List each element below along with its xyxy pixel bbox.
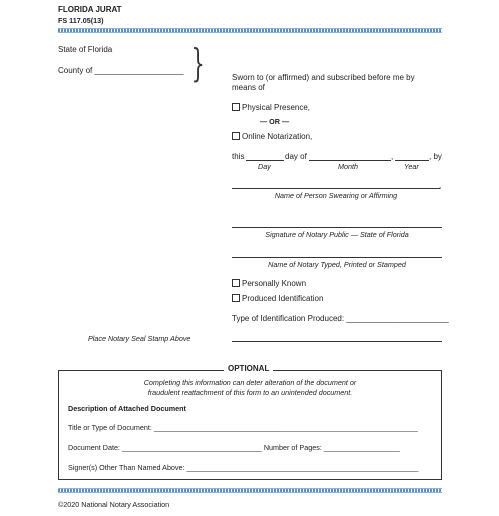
by-label: , by	[429, 152, 442, 161]
sworn-statement-line1: Sworn to (or affirmed) and subscribed before me by	[232, 73, 415, 82]
notary-signature-caption: Signature of Notary Public — State of Florida	[265, 230, 409, 239]
document-date-field[interactable]: ___________________________________	[121, 443, 262, 452]
county-label: County of	[58, 66, 95, 75]
month-caption: Month	[338, 162, 358, 171]
number-of-pages-label: Number of Pages:	[263, 443, 322, 452]
notary-signature-field[interactable]	[232, 227, 442, 228]
person-name-caption: Name of Person Swearing or Affirming	[274, 191, 398, 200]
id-type-label: Type of Identification Produced:	[232, 314, 345, 323]
day-of-label: day of	[285, 152, 307, 161]
document-title-line	[68, 423, 418, 432]
produced-identification-checkbox[interactable]	[232, 294, 240, 302]
produced-identification-option[interactable]	[232, 294, 323, 303]
day-caption: Day	[258, 162, 271, 171]
state-label: State of Florida	[58, 45, 113, 54]
year-caption: Year	[404, 162, 419, 171]
month-field[interactable]	[309, 160, 391, 161]
document-title-label: Title or Type of Document:	[68, 423, 152, 432]
id-type-line	[232, 314, 449, 323]
day-field[interactable]	[246, 160, 284, 161]
statute-reference: FS 117.05(13)	[58, 16, 104, 25]
optional-note-line1: Completing this information can deter alteration of the document or	[143, 378, 357, 387]
id-type-field[interactable]: _______________________	[346, 314, 449, 323]
notary-name-field[interactable]	[232, 257, 442, 258]
venue-brace: }	[191, 41, 205, 85]
notary-name-caption: Name of Notary Typed, Printed or Stamped	[268, 260, 406, 269]
optional-note-line2: fraudulent reattachment of this form to an unintended document.	[147, 388, 353, 397]
attached-document-heading: Description of Attached Document	[68, 404, 186, 413]
this-label: this	[232, 152, 245, 161]
personally-known-checkbox[interactable]	[232, 279, 240, 287]
document-title-field[interactable]: __________________________________________________________________	[153, 423, 418, 432]
comma-label: ,	[391, 152, 394, 161]
online-notarization-checkbox[interactable]	[232, 132, 240, 140]
copyright-footer: ©2020 National Notary Association	[58, 500, 170, 509]
document-date-label: Document Date:	[68, 443, 120, 452]
person-name-comma: ,	[439, 181, 442, 190]
other-signers-label: Signer(s) Other Than Named Above:	[68, 463, 185, 472]
sworn-statement-line2: means of	[232, 83, 265, 92]
personally-known-label: Personally Known	[242, 279, 307, 288]
year-field[interactable]	[395, 160, 429, 161]
form-title: FLORIDA JURAT	[58, 5, 122, 14]
top-divider	[58, 28, 442, 33]
personally-known-option[interactable]	[232, 279, 306, 288]
or-separator: — OR —	[260, 117, 290, 126]
other-signers-field[interactable]: __________________________________________________________	[186, 463, 419, 472]
physical-presence-checkbox[interactable]	[232, 103, 240, 111]
physical-presence-option[interactable]	[232, 103, 310, 112]
bottom-divider	[58, 488, 442, 493]
optional-title: OPTIONAL	[224, 364, 273, 373]
person-name-field[interactable]	[232, 188, 440, 189]
online-notarization-label: Online Notarization,	[242, 132, 313, 141]
document-date-line	[68, 443, 400, 452]
physical-presence-label: Physical Presence,	[242, 103, 311, 112]
county-line	[58, 66, 183, 75]
other-signers-line	[68, 463, 418, 472]
online-notarization-option[interactable]	[232, 132, 312, 141]
produced-identification-label: Produced Identification	[242, 294, 324, 303]
number-of-pages-field[interactable]: ___________________	[323, 443, 400, 452]
seal-caption: Place Notary Seal Stamp Above	[88, 334, 191, 343]
extra-id-line	[232, 341, 442, 342]
county-field[interactable]: ____________________	[94, 66, 184, 75]
